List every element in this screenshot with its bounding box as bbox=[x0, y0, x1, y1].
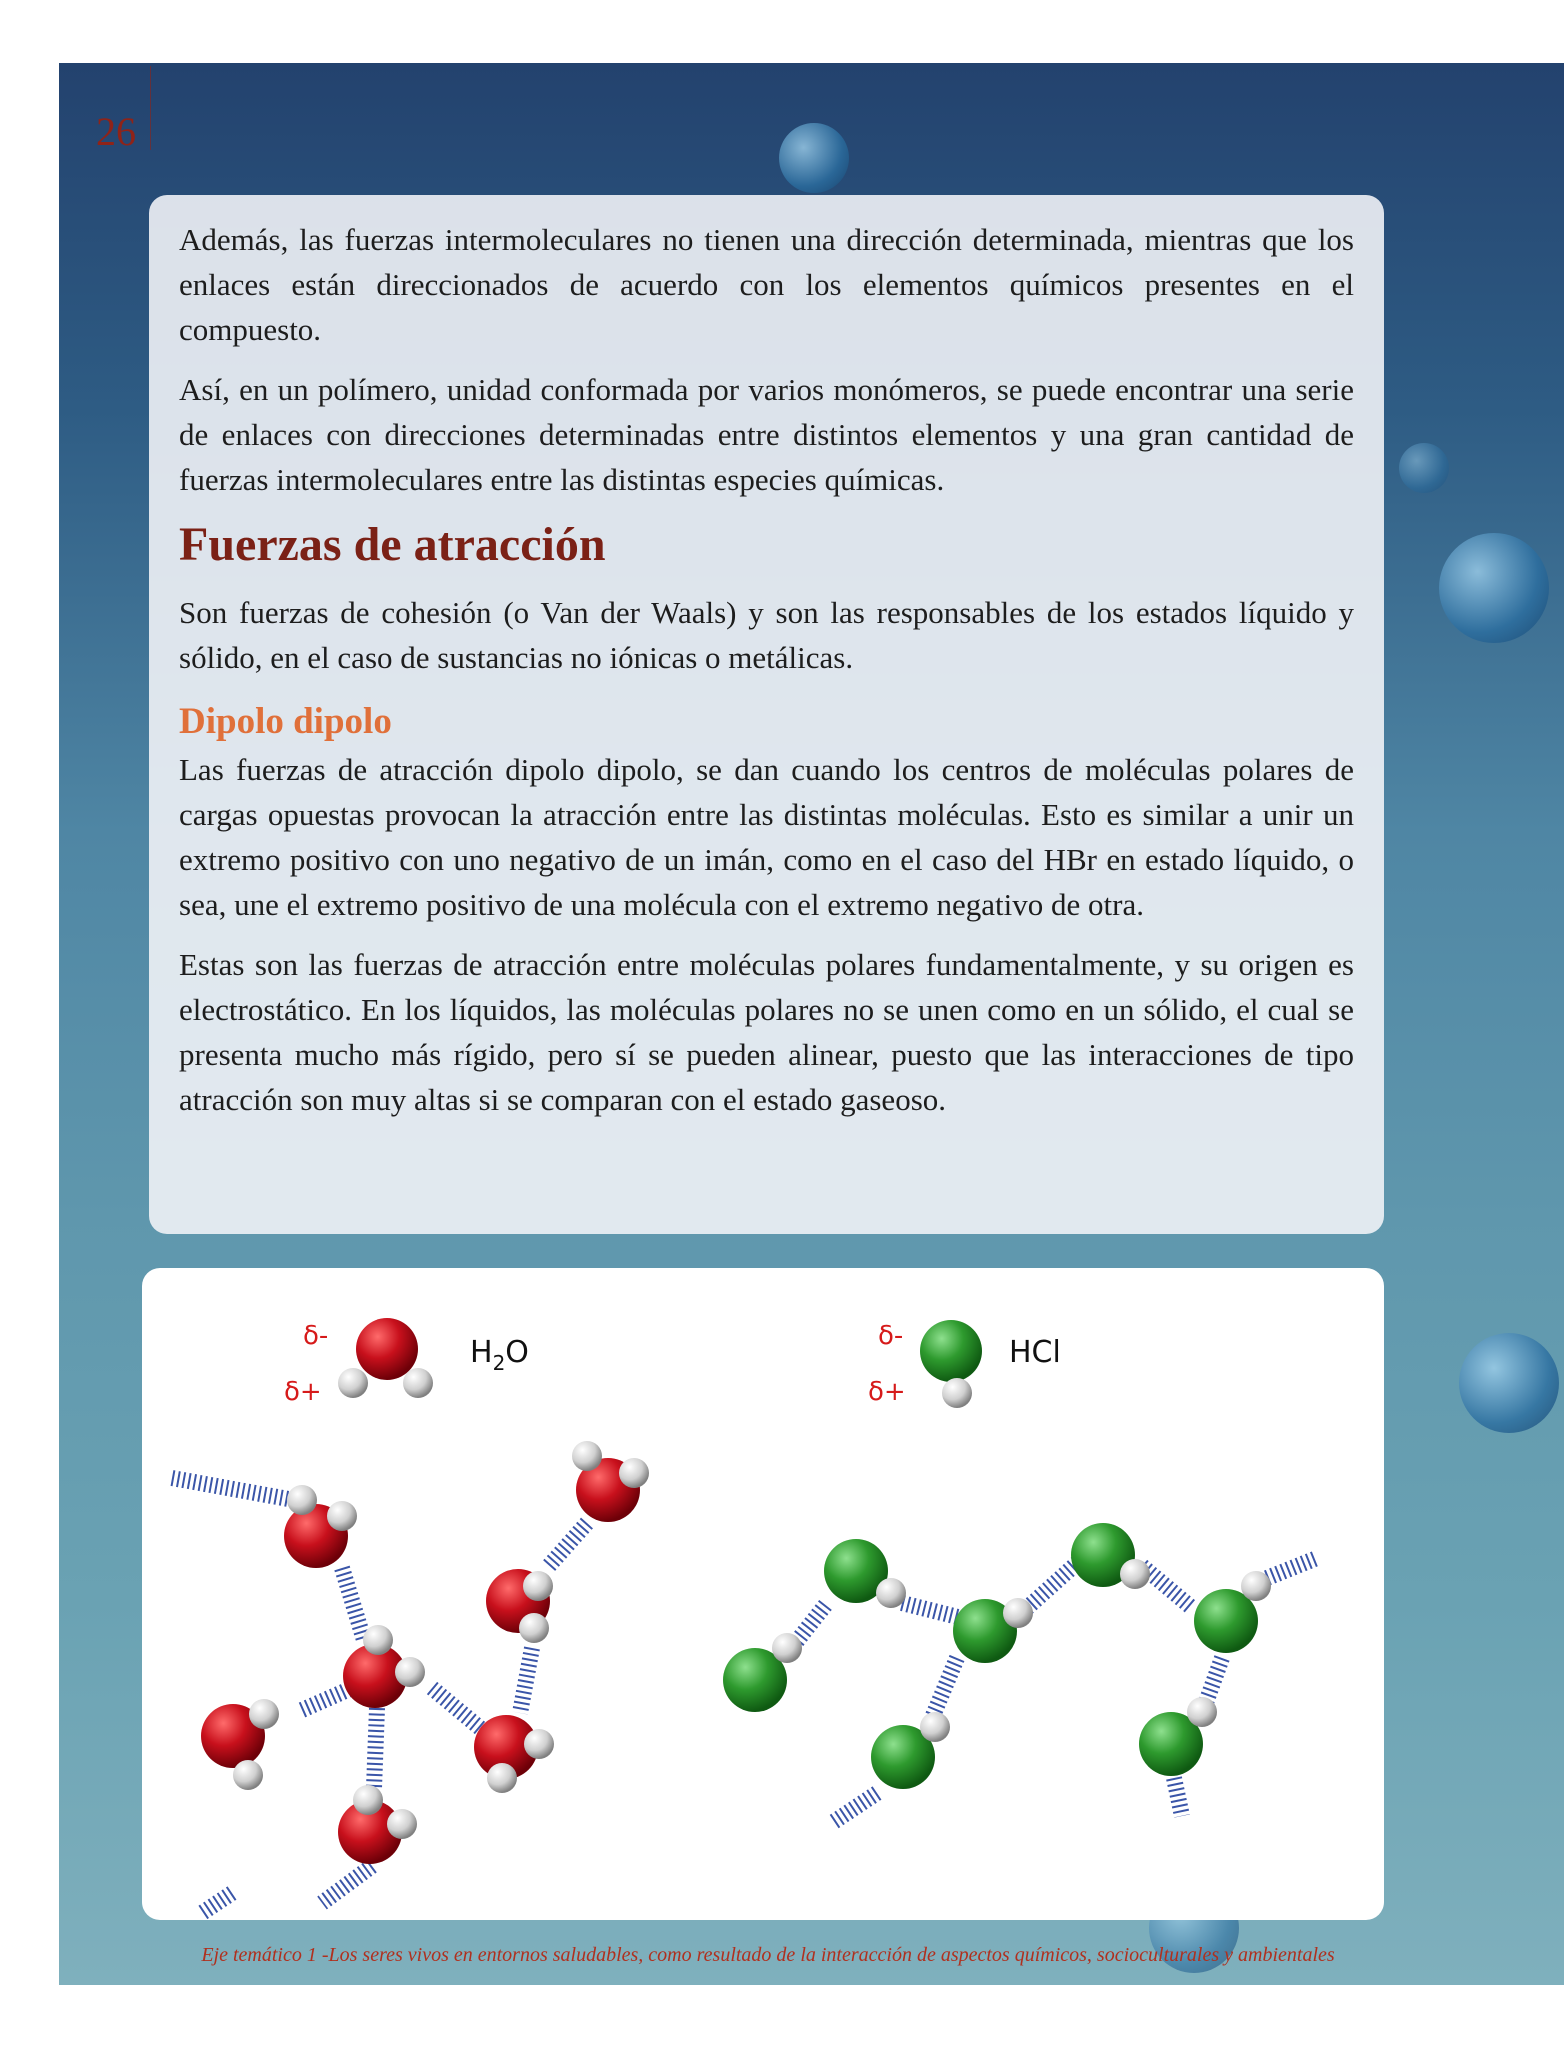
water-hydrogen-atom bbox=[233, 1760, 263, 1790]
hcl-hydrogen-atom bbox=[1241, 1571, 1271, 1601]
hcl-hydrogen-atom bbox=[1003, 1598, 1033, 1628]
water-hydrogen-atom bbox=[395, 1657, 425, 1687]
oxygen-atom bbox=[356, 1318, 418, 1380]
dipole-attraction-line bbox=[342, 1568, 364, 1640]
hcl-hydrogen-atom bbox=[1187, 1697, 1217, 1727]
water-hydrogen-atom bbox=[524, 1729, 554, 1759]
dipole-attraction-line bbox=[520, 1648, 532, 1713]
dipole-attraction-line bbox=[374, 1708, 377, 1788]
water-hydrogen-atom bbox=[363, 1625, 393, 1655]
hcl-hydrogen-atom bbox=[876, 1578, 906, 1608]
subsection-heading: Dipolo dipolo bbox=[179, 701, 392, 742]
dipole-attraction-line bbox=[322, 1866, 372, 1903]
delta-minus-label: δ- bbox=[303, 1321, 329, 1351]
water-hydrogen-atom bbox=[487, 1763, 517, 1793]
hydrogen-atom bbox=[338, 1368, 368, 1398]
dipole-attraction-line bbox=[1174, 1778, 1182, 1816]
hydrogen-atom bbox=[403, 1368, 433, 1398]
water-hydrogen-atom bbox=[619, 1458, 649, 1488]
section-heading: Fuerzas de atracción bbox=[179, 518, 606, 571]
molecule-illustration bbox=[142, 1268, 1384, 1920]
water-hydrogen-atom bbox=[327, 1501, 357, 1531]
delta-plus-label: δ+ bbox=[868, 1377, 906, 1407]
water-hydrogen-atom bbox=[353, 1785, 383, 1815]
water-hydrogen-atom bbox=[287, 1485, 317, 1515]
page-number: 26 bbox=[96, 109, 136, 154]
hcl-hydrogen-atom bbox=[1120, 1559, 1150, 1589]
dipole-attraction-line bbox=[432, 1688, 480, 1728]
molecule-decoration bbox=[1399, 443, 1449, 493]
delta-minus-label: δ- bbox=[878, 1321, 904, 1351]
paragraph: Las fuerzas de atracción dipolo dipolo, se dan cuando los centros de moléculas polares de cargas opuestas provocan la atracción entre las distintas moléculas. Esto es similar a unir un extremo positivo con uno negativo de un imán, como en el caso del HBr en estado líquido, o sea, une el extremo positivo de una molécula con el extremo negativo de otra. bbox=[179, 752, 1354, 922]
dipole-attraction-line bbox=[797, 1603, 827, 1641]
paragraph: Son fuerzas de cohesión (o Van der Waals) y son las responsables de los estados líquido y sólido, en el caso de sustancias no iónicas o metálicas. bbox=[179, 595, 1354, 675]
text-panel bbox=[149, 195, 1384, 1234]
paragraph: Así, en un polímero, unidad conformada por varios monómeros, se puede encontrar una serie de enlaces con direcciones determinadas entre distintos elementos y una gran cantidad de fuerzas intermoleculares entre las distintas especies químicas. bbox=[179, 372, 1354, 497]
water-hydrogen-atom bbox=[249, 1699, 279, 1729]
dipole-attraction-line bbox=[902, 1603, 962, 1618]
water-formula: $H_2O$ bbox=[470, 1335, 529, 1375]
hcl-formula: HCl bbox=[1009, 1335, 1061, 1370]
molecule-decoration bbox=[1439, 533, 1549, 643]
delta-plus-label: δ+ bbox=[284, 1377, 322, 1407]
dipole-diagram bbox=[142, 1268, 1384, 1920]
dipole-attraction-line bbox=[302, 1688, 352, 1710]
hcl-hydrogen-atom bbox=[772, 1633, 802, 1663]
dipole-attraction-line bbox=[172, 1478, 294, 1500]
dipole-attraction-line bbox=[202, 1893, 232, 1913]
dipole-attraction-line bbox=[932, 1658, 957, 1718]
molecule-decoration bbox=[779, 123, 849, 193]
page-number-rule bbox=[150, 66, 151, 150]
water-hydrogen-atom bbox=[572, 1441, 602, 1471]
paragraph: Además, las fuerzas intermoleculares no tienen una dirección determinada, mientras que los enlaces están direccionados de acuerdo con los elementos químicos presentes en el compuesto. bbox=[179, 222, 1354, 347]
footer-caption: Eje temático 1 -Los seres vivos en entornos saludables, como resultado de la interacción de aspectos químicos, socioculturales y ambientales bbox=[201, 1944, 1335, 1966]
dipole-attraction-line bbox=[1267, 1558, 1317, 1578]
paragraph: Estas son las fuerzas de atracción entre moléculas polares fundamentalmente, y su origen es electrostático. En los líquidos, las moléculas polares no se unen como en un sólido, el cual se presenta mucho más rígido, pero sí se pueden alinear, puesto que las interacciones de tipo atracción son muy altas si se comparan con el estado gaseoso. bbox=[179, 947, 1354, 1117]
dipole-attraction-line bbox=[547, 1523, 587, 1568]
water-hydrogen-atom bbox=[519, 1613, 549, 1643]
hcl-hydrogen-atom bbox=[920, 1712, 950, 1742]
chlorine-atom bbox=[920, 1320, 982, 1382]
water-hydrogen-atom bbox=[523, 1571, 553, 1601]
water-hydrogen-atom bbox=[387, 1809, 417, 1839]
hydrogen-atom bbox=[942, 1378, 972, 1408]
molecule-decoration bbox=[1459, 1333, 1559, 1433]
dipole-attraction-line bbox=[1027, 1563, 1077, 1608]
dipole-attraction-line bbox=[832, 1793, 877, 1823]
